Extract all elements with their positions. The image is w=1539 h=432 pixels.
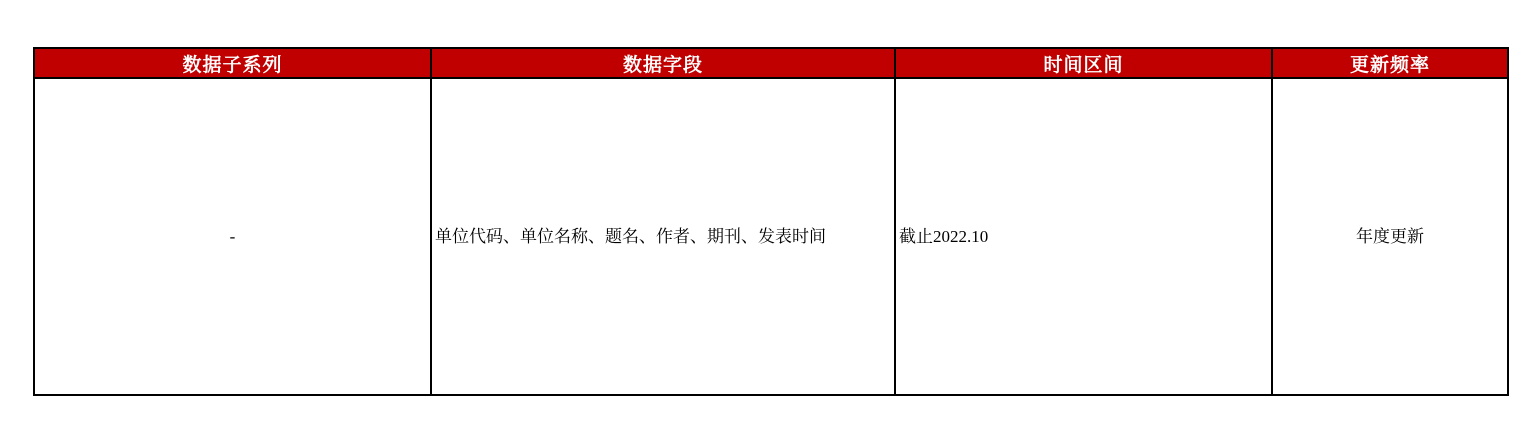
column-header-data-fields: 数据字段 <box>431 48 895 78</box>
cell-update-frequency: 年度更新 <box>1272 78 1508 395</box>
cell-data-subseries: - <box>34 78 431 395</box>
cell-data-fields: 单位代码、单位名称、题名、作者、期刊、发表时间 <box>431 78 895 395</box>
column-header-update-frequency: 更新频率 <box>1272 48 1508 78</box>
table-row <box>34 78 1508 395</box>
cell-time-range: 截止2022.10 <box>895 78 1272 395</box>
header-row <box>34 48 1508 78</box>
data-table <box>33 47 1509 396</box>
column-header-data-subseries: 数据子系列 <box>34 48 431 78</box>
column-header-time-range: 时间区间 <box>895 48 1272 78</box>
